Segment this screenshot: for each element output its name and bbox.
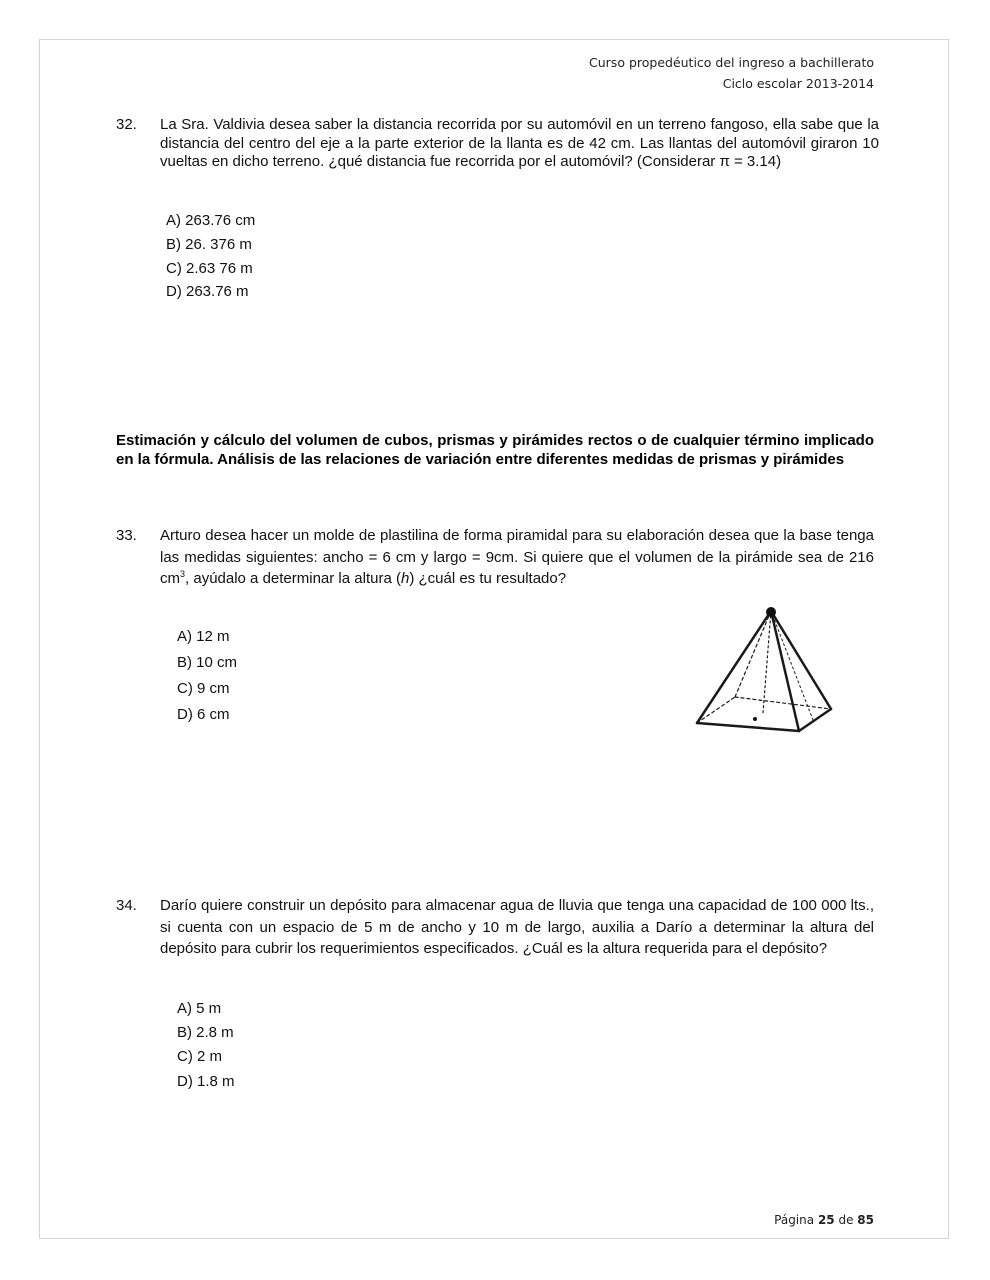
of-label: de xyxy=(838,1213,854,1227)
total-pages: 85 xyxy=(857,1213,874,1227)
section-title: Estimación y cálculo del volumen de cubos, prismas y pirámides rectos o de cualquier término implicado en la fórmula. Análisis de las relaciones de variación entre diferentes medidas de prismas y pirámides xyxy=(116,432,874,468)
question-33 xyxy=(116,525,874,590)
option-34-b: B) 2.8 m xyxy=(177,1024,234,1041)
question-number: 32. xyxy=(116,116,137,133)
option-32-a: A) 263.76 cm xyxy=(166,212,256,229)
option-33-a: A) 12 m xyxy=(177,628,230,645)
question-34 xyxy=(116,895,874,960)
page-label: Página xyxy=(774,1213,815,1227)
option-34-d: D) 1.8 m xyxy=(177,1073,235,1090)
question-text: La Sra. Valdivia desea saber la distancia recorrida por su automóvil en un terreno fangoso, ella sabe que la distancia del centro del eje a la parte exterior de la llanta es de 42 cm. Las llantas del automóvil giraron 10 vueltas en dicho terreno. ¿qué distancia fue recorrida por el automóvil? (Considerar π = 3.14) xyxy=(160,116,879,170)
page-header xyxy=(589,52,874,94)
option-32-b: B) 26. 376 m xyxy=(166,236,252,253)
pyramid-figure xyxy=(693,605,851,737)
page-footer xyxy=(774,1213,874,1227)
option-34-c: C) 2 m xyxy=(177,1048,222,1065)
option-33-b: B) 10 cm xyxy=(177,654,238,671)
option-33-d: D) 6 cm xyxy=(177,706,230,723)
option-34-a: A) 5 m xyxy=(177,1000,222,1017)
option-33-c: C) 9 cm xyxy=(177,680,230,697)
question-32 xyxy=(116,116,879,172)
variable-h: h xyxy=(400,570,410,587)
question-text: Darío quiere construir un depósito para almacenar agua de lluvia que tenga una capacidad de 100 000 lts., si cuenta con un espacio de 5 m de ancho y 10 m de largo, auxilia a Darío a determinar la altura del depósito para cubrir los requerimientos especificados. ¿Cuál es la altura requerida para el depósito? xyxy=(160,897,874,957)
option-32-c: C) 2.63 76 m xyxy=(166,260,253,277)
question-number: 34. xyxy=(116,897,137,914)
question-number: 33. xyxy=(116,527,137,544)
header-school-year: Ciclo escolar 2013-2014 xyxy=(722,76,874,91)
header-course-title: Curso propedéutico del ingreso a bachillerato xyxy=(589,55,874,70)
superscript: 3 xyxy=(180,569,186,579)
question-text: Arturo desea hacer un molde de plastilina de forma piramidal para su elaboración desea que la base tenga las medidas siguientes: ancho = 6 cm y largo = 9cm. Si quiere que el volumen de la pirámide sea de 216 $cm^3$, ayúdalo a determinar la altura (h) ¿cuál es tu resultado? xyxy=(160,527,874,587)
option-32-d: D) 263.76 m xyxy=(166,283,249,300)
page-number: 25 xyxy=(817,1213,835,1227)
